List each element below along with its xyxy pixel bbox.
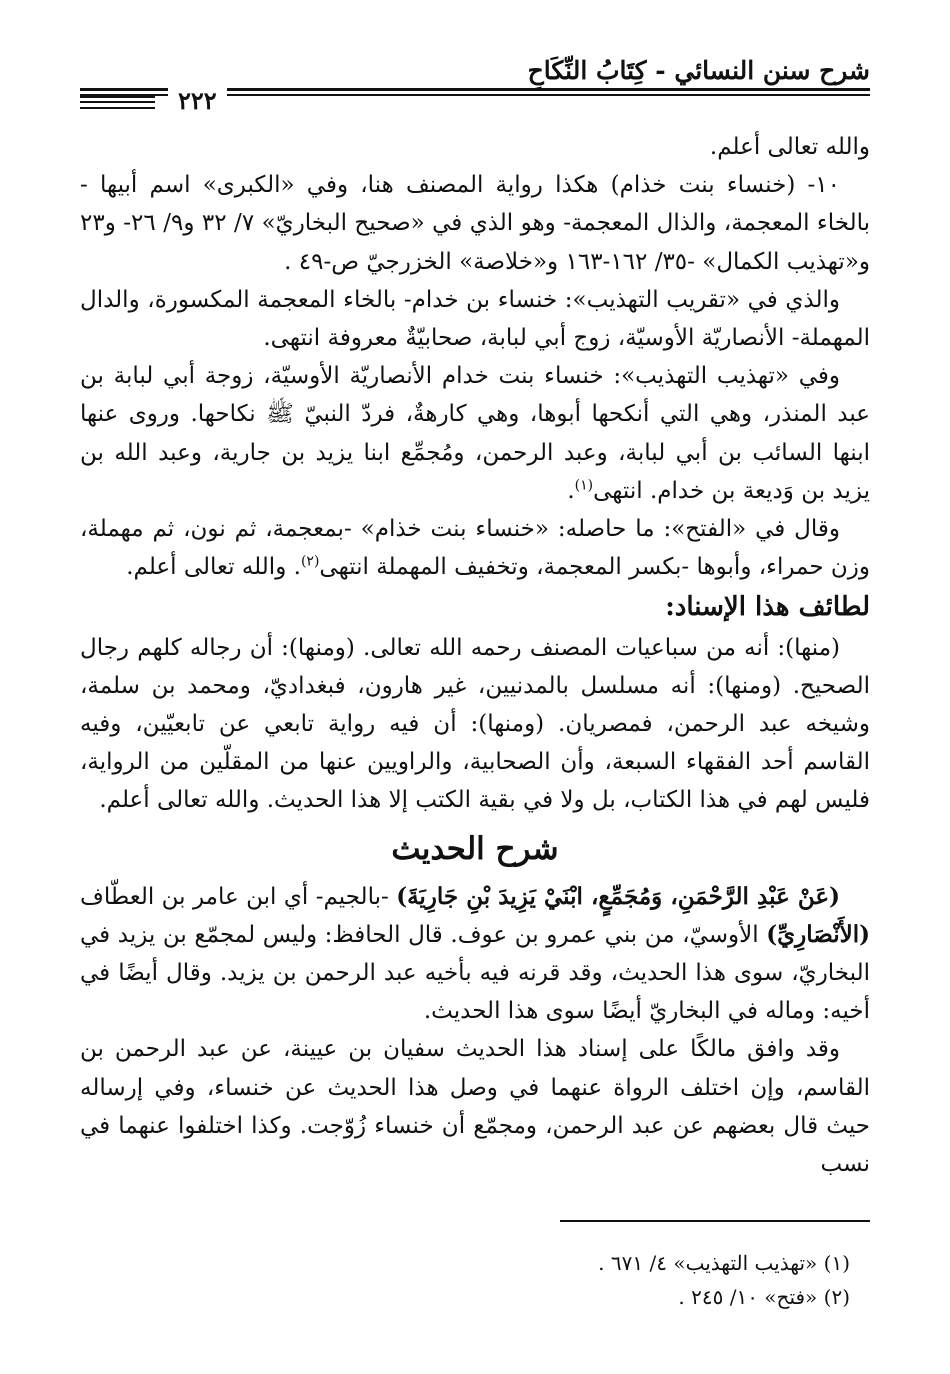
- header-title: شرح سنن النسائي - كِتَابُ النِّكَاحِ: [527, 56, 870, 85]
- footnote-ref-2[interactable]: (٢): [300, 553, 320, 570]
- section-heading-isnad: لطائف هذا الإسناد:: [665, 592, 870, 623]
- footnotes: [80, 1246, 850, 1314]
- main-text: [80, 128, 870, 1198]
- paragraph: [80, 878, 870, 1031]
- page-number-rule: [80, 107, 155, 109]
- paragraph-text: وقال في «الفتح»: ما حاصله: «خنساء بنت خذام» -بمعجمة، ثم نون، ثم مهملة، وزن حمراء، وأبوها -بكسر المعجمة، وتخفيف المهملة انتهى: [80, 516, 870, 581]
- page-number-rule: [80, 95, 155, 98]
- footnote-divider: [560, 1220, 870, 1222]
- footnote-2: (٢) «فتح» ١٠/ ٢٤٥ .: [678, 1285, 850, 1309]
- paragraph-text: . والله تعالى أعلم.: [126, 554, 301, 581]
- paragraph: والله تعالى أعلم.: [709, 134, 870, 160]
- paragraph: وقد وافق مالكًا على إسناد هذا الحديث سفيان بن عيينة، عن عبد الرحمن بن القاسم، وإن اختلف الرواة عنهما في وصل هذا الحديث عن خنساء، وفي إرساله حيث قال بعضهم عن عبد الرحمن، ومجمّع أن خنساء زُوّجت. وكذا اختلفوا عنهما في نسب: [80, 1036, 870, 1178]
- paragraph-text: وفي «تهذيب التهذيب»: خنساء بنت خدام الأنصاريّة الأوسيّة، زوجة أبي لبابة بن عبد المنذر، وهي التي أنكحها أبوها، وهي كارهةٌ، فردّ النبيّ ﷺ نكاحها. وروى عنها ابنها السائب بن أبي لبابة، وعبد الرحمن، ومُجمِّع ابنا يزيد بن جارية، وعبد الله بن يزيد بن وَديعة بن خدام. انتهى: [80, 363, 870, 504]
- paragraph-text: الأوسيّ، من بني عمرو بن عوف. قال الحافظ: وليس لمجمّع بن يزيد في البخاريّ، سوى هذا الحديث، وقد قرنه فيه بأخيه عبد الرحمن بن يزيد. وقال أيضًا في أخيه: وماله في البخاريّ أيضًا سوى هذا الحديث.: [80, 921, 870, 1025]
- hadith-quote: (الأَنْصَارِيِّ): [766, 920, 870, 948]
- hadith-quote: (عَنْ عَبْدِ الرَّحْمَنِ، وَمُجَمِّعٍ، ابْنَيْ يَزِيدَ بْنِ جَارِيَةَ): [396, 882, 841, 910]
- paragraph-text: -بالجيم- أي ابن عامر بن العطّاف: [80, 883, 397, 910]
- footnote-1: (١) «تهذيب التهذيب» ٤/ ٦٧١ .: [598, 1251, 850, 1275]
- paragraph: [80, 510, 870, 586]
- paragraph: (منها): أنه من سباعيات المصنف رحمه الله تعالى. (ومنها): أن رجاله كلهم رجال الصحيح. (ومنها): أنه مسلسل بالمدنيين، غير هارون، فبغداديّ، ومحمد بن سلمة، وشيخه عبد الرحمن، فمصريان. (ومنها): أن فيه رواية تابعي عن تابعيّين، وفيه القاسم أحد الفقهاء السبعة، وأن الصحابية، والراويين عنها من المقلّين من الرواية، فليس لهم في هذا الكتاب، بل ولا في بقية الكتب إلا هذا الحديث. والله تعالى أعلم.: [80, 634, 870, 814]
- paragraph: وفي «تهذيب التهذيب»: خنساء بنت خدام الأنصاريّة الأوسيّة، زوجة أبي لبابة بن عبد المنذر، وهي التي أنكحها أبوها، وهي كارهةٌ، فردّ النبيّ ﷺ نكاحها. وروى عنها ابنها السائب بن أبي لبابة، وعبد الرحمن، ومُجمِّع ابنا يزيد بن جارية، وعبد الله بن يزيد بن وَديعة بن خدام. انتهى$^{(١)}$.: [80, 363, 870, 504]
- page-number-rule: [80, 101, 155, 103]
- section-heading-sharh: شرح الحديث: [391, 830, 559, 867]
- paragraph: والذي في «تقريب التهذيب»: خنساء بن خدام- بالخاء المعجمة المكسورة، والدال المهملة- الأنصاريّة الأوسيّة، زوج أبي لبابة، صحابيّةٌ معروفة انتهى.: [80, 286, 870, 352]
- paragraph: ١٠- (خنساء بنت خذام) هكذا رواية المصنف هنا، وفي «الكبرى» اسم أبيها - بالخاء المعجمة، والذال المعجمة- وهو الذي في «صحيح البخاريّ» ٧/ ٣٢ و٩/ ٢٦- و٢٣ و«تهذيب الكمال» -٣٥/ ١٦٢-١٦٣ و«خلاصة» الخزرجيّ ص-٤٩ .: [80, 172, 871, 275]
- page-number: ٢٢٢: [168, 86, 227, 115]
- footnote-ref-1[interactable]: (١): [574, 477, 594, 494]
- page-header: [80, 50, 870, 120]
